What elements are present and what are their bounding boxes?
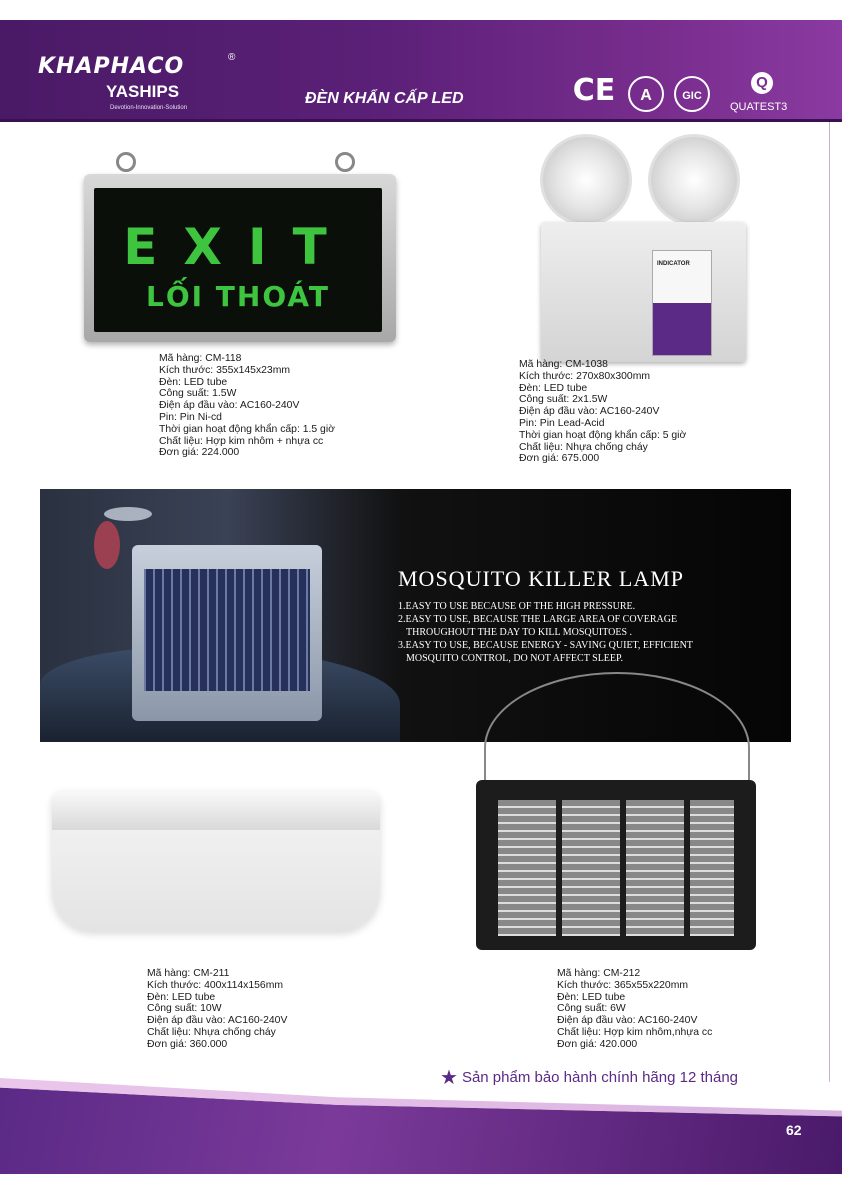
spec-line: Chất liệu: Hợp kim nhôm,nhựa cc <box>557 1026 713 1038</box>
exit-sign-image <box>84 174 396 342</box>
indicator-panel <box>652 250 712 356</box>
banner-line: MOSQUITO CONTROL, DO NOT AFFECT SLEEP. <box>406 653 623 664</box>
spec-line: Đèn: LED tube <box>147 991 216 1003</box>
spec-line: Mã hàng: CM-212 <box>557 968 641 979</box>
spec-line: Đèn: LED tube <box>519 382 588 394</box>
page-number: 62 <box>786 1122 802 1138</box>
hanging-hook-icon <box>335 152 355 172</box>
spec-line: Kích thước: 365x55x220mm <box>557 979 689 991</box>
mosquito-zapper-image <box>476 780 756 950</box>
page-title: ĐÈN KHẨN CẤP LED <box>305 90 464 107</box>
side-divider <box>829 122 830 1082</box>
banner-line: THROUGHOUT THE DAY TO KILL MOSQUITOES . <box>406 627 633 638</box>
registered-mark: ® <box>228 52 236 63</box>
lamp-head-left-image <box>540 134 632 226</box>
brand-sub: YASHIPS <box>106 82 180 101</box>
header-bar <box>0 20 842 122</box>
footer-bar <box>0 1078 842 1174</box>
spec-cm-211 <box>147 968 287 1051</box>
spec-line: Đơn giá: 675.000 <box>519 453 600 465</box>
exit-sign-panel <box>94 188 382 332</box>
spec-line: Đơn giá: 360.000 <box>147 1038 228 1050</box>
zapper-image <box>132 545 322 721</box>
wall-lamp-image <box>52 792 380 932</box>
spec-line: Điện áp đầu vào: AC160-240V <box>519 406 660 418</box>
zapper-grid <box>144 569 310 691</box>
spec-line: Công suất: 1.5W <box>159 388 237 400</box>
zapper-bars <box>498 800 734 936</box>
indicator-panel-base <box>653 303 711 355</box>
spec-line: Công suất: 10W <box>147 1003 222 1015</box>
banner-line: 2.EASY TO USE, BECAUSE THE LARGE AREA OF COVERAGE <box>398 614 678 625</box>
spec-cm-118 <box>159 353 335 459</box>
spec-cm-212 <box>557 968 712 1051</box>
spec-line: Đèn: LED tube <box>557 991 626 1003</box>
spec-line: Công suất: 6W <box>557 1003 626 1015</box>
quatest-icon: Q <box>751 72 773 94</box>
star-icon: ★ <box>440 1067 458 1089</box>
spec-line: Kích thước: 270x80x300mm <box>519 370 651 382</box>
spec-line: Đơn giá: 420.000 <box>557 1038 638 1050</box>
quatest-label: QUATEST3 <box>730 101 788 113</box>
spec-line: Chất liệu: Nhựa chống cháy <box>147 1026 276 1038</box>
hanging-hook-icon <box>116 152 136 172</box>
brand-tagline: Devotion-Innovation-Solution <box>110 105 188 111</box>
spec-line: Mã hàng: CM-1038 <box>519 359 608 370</box>
mosquito-wing <box>104 507 152 521</box>
mosquito-icon <box>94 501 154 571</box>
spec-line: Pin: Pin Lead-Acid <box>519 417 605 429</box>
lamp-head-right-image <box>648 134 740 226</box>
banner-title: MOSQUITO KILLER LAMP <box>398 566 685 591</box>
spec-line: Mã hàng: CM-211 <box>147 968 230 979</box>
quality-cert-icon: A <box>628 76 664 112</box>
banner-line: 3.EASY TO USE, BECAUSE ENERGY - SAVING QUIET, EFFICIENT <box>398 640 693 651</box>
spec-line: Thời gian hoạt động khẩn cấp: 5 giờ <box>519 429 687 441</box>
indicator-label: INDICATOR <box>657 261 690 267</box>
spec-line: Pin: Pin Ni-cd <box>159 411 222 423</box>
gic-cert-icon: GIC <box>674 76 710 112</box>
spec-line: Mã hàng: CM-118 <box>159 353 242 364</box>
ce-cert-icon: CE <box>572 73 616 108</box>
spec-line: Chất liệu: Nhựa chống cháy <box>519 441 648 453</box>
warranty-text: Sản phẩm bảo hành chính hãng 12 tháng <box>461 1069 739 1086</box>
spec-line: Điện áp đầu vào: AC160-240V <box>147 1015 288 1027</box>
spec-line: Công suất: 2x1.5W <box>519 394 608 406</box>
spec-line: Kích thước: 400x114x156mm <box>147 979 284 991</box>
spec-line: Kích thước: 355x145x23mm <box>159 364 291 376</box>
banner-line: 1.EASY TO USE BECAUSE OF THE HIGH PRESSURE. <box>398 601 636 612</box>
wall-lamp-top <box>52 792 380 830</box>
mosquito-body <box>94 521 120 569</box>
spec-line: Chất liệu: Hợp kim nhôm + nhựa cc <box>159 435 324 447</box>
spec-line: Đơn giá: 224.000 <box>159 447 240 459</box>
spec-line: Điện áp đầu vào: AC160-240V <box>159 400 300 412</box>
brand-logo: KHAPHACO <box>38 54 185 79</box>
exit-sign-word: EXIT <box>123 218 353 276</box>
emergency-light-image <box>541 222 746 362</box>
spec-line: Thời gian hoạt động khẩn cấp: 1.5 giờ <box>159 423 335 435</box>
spec-cm-1038 <box>519 359 686 465</box>
spec-line: Điện áp đầu vào: AC160-240V <box>557 1015 698 1027</box>
spec-line: Đèn: LED tube <box>159 376 228 388</box>
exit-sign-sub: LỐI THOÁT <box>146 280 330 313</box>
